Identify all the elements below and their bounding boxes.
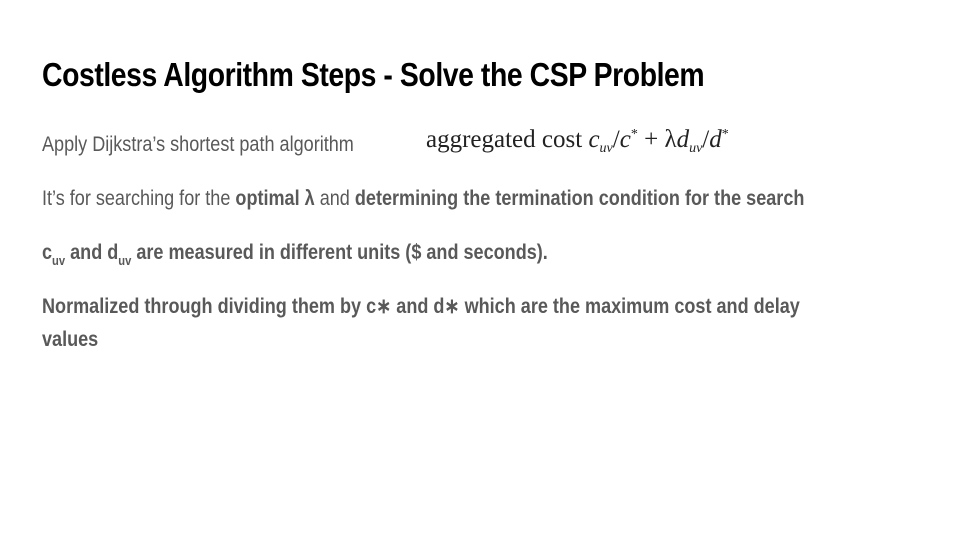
formula-lambda: λ <box>664 126 677 153</box>
bullet-optimal-lambda-text <box>42 182 804 215</box>
formula-dstar-sup: * <box>721 127 729 142</box>
bullet-normalized <box>42 290 922 356</box>
formula-d: d <box>676 126 690 153</box>
bullet-units-d-sub: uv <box>118 253 132 268</box>
formula-cstar-sup: * <box>630 127 638 142</box>
bullet-units-c: c <box>42 241 53 264</box>
bullet-optimal-lambda-bold2: determining the termination condition for the search <box>354 187 805 210</box>
formula-d-sub: uv <box>689 141 703 156</box>
bullet-units-c-sub: uv <box>52 253 66 268</box>
slide-title: Costless Algorithm Steps - Solve the CSP Problem <box>42 56 705 93</box>
formula-label: aggregated cost <box>426 126 583 153</box>
bullet-units-and: and d <box>65 241 119 264</box>
bullet-normalized-row1: Normalized through dividing them by c∗ and d∗ which are the maximum cost and delay <box>42 295 800 318</box>
formula-slash-1: / <box>612 126 620 153</box>
bullet-normalized-row2: values <box>42 328 99 351</box>
bullet-dijkstra-text: Apply Dijkstra’s shortest path algorithm <box>42 133 354 156</box>
formula-c: c <box>588 126 600 153</box>
bullet-optimal-lambda-prefix: It’s for searching for the <box>42 187 236 210</box>
bullet-optimal-lambda-bold1: optimal λ <box>235 187 315 210</box>
formula-dstar: d <box>709 126 722 153</box>
bullet-units <box>42 236 922 269</box>
formula-slash-2: / <box>702 126 710 153</box>
aggregated-cost-formula <box>426 126 729 154</box>
formula-c-sub: uv <box>599 141 613 156</box>
bullet-optimal-lambda-middle: and <box>314 187 355 210</box>
bullet-units-rest: are measured in different units ($ and seconds). <box>131 241 548 264</box>
formula-cstar: c <box>619 126 631 153</box>
formula-plus: + <box>637 126 665 153</box>
bullet-optimal-lambda <box>42 182 922 215</box>
bullet-units-text <box>42 236 548 269</box>
